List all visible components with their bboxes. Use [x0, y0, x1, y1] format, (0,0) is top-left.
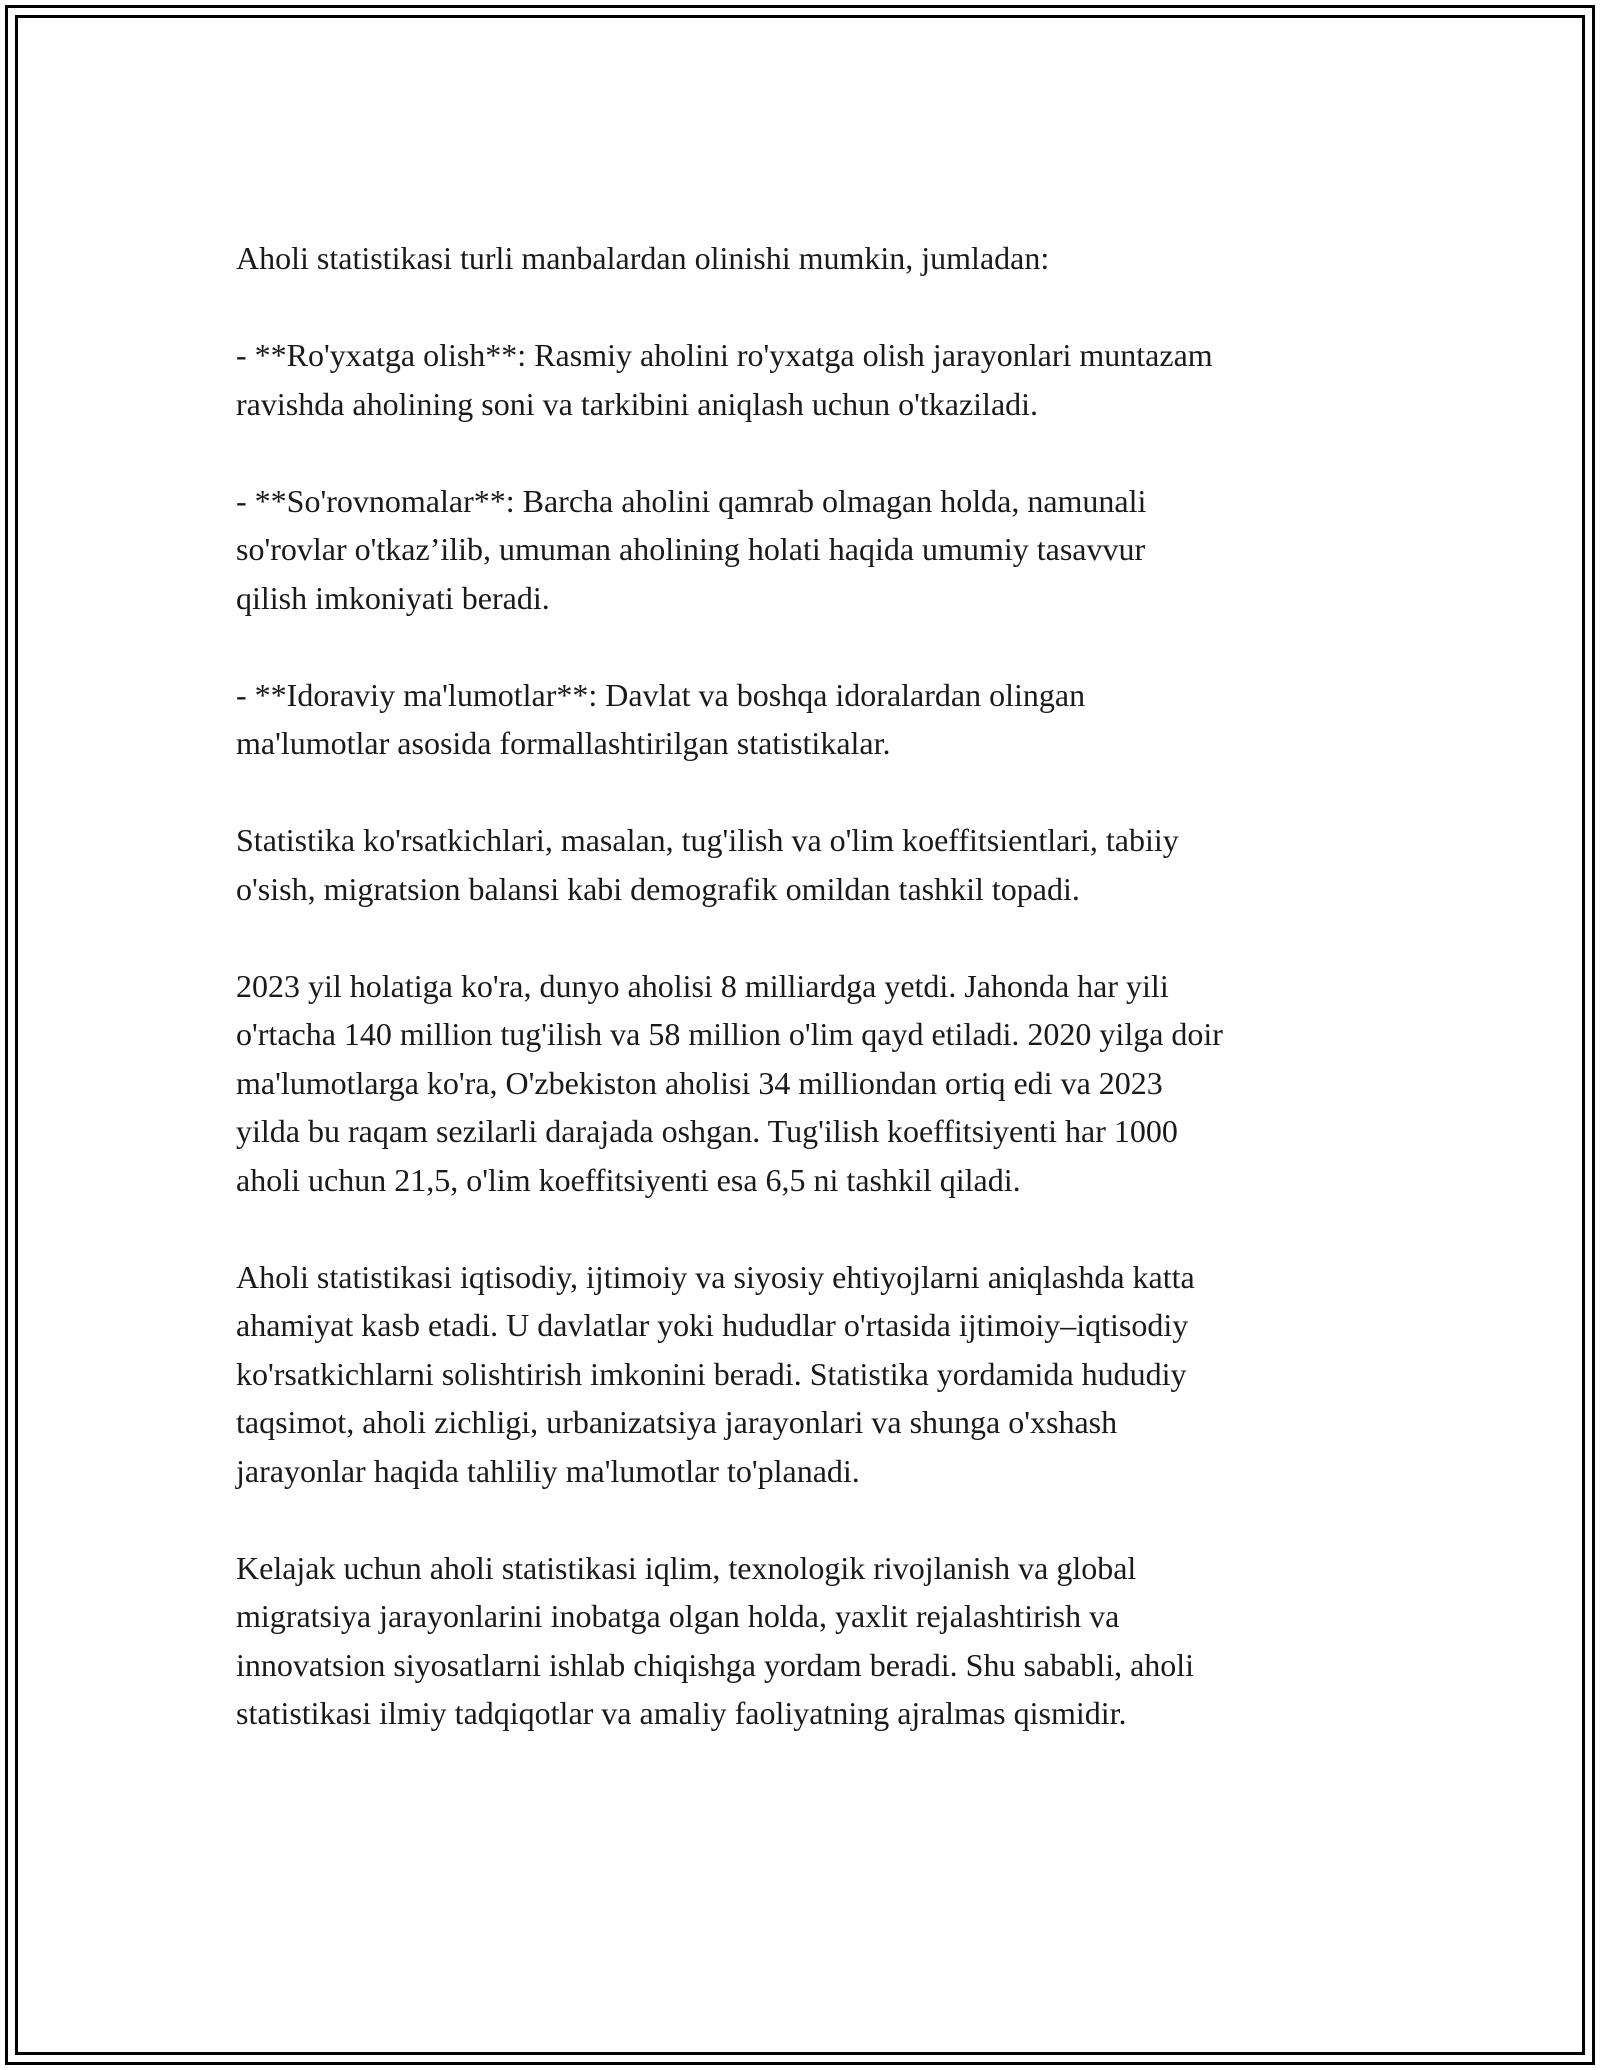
intro-paragraph: Aholi statistikasi turli manbalardan olinishi mumkin, jumladan: [236, 240, 1050, 276]
conclusion-paragraph: Kelajak uchun aholi statistikasi iqlim, texnologik rivojlanish va global migratsiya jarayonlarini inobatga olgan holda, yaxlit rejalashtirish va innovatsion siyosatlarni ishlab chiqishga yordam beradi. Shu sababli, aholi statistikasi ilmiy tadqiqotlar va amaliy faoliyatning ajralmas qismidir. [236, 1549, 1195, 1731]
list-item-census: - **Ro'yxatga olish**: Rasmiy aholini ro'yxatga olish jarayonlari muntazam ravishda aholining soni va tarkibini aniqlash uchun o'tkaziladi. [236, 337, 1213, 422]
indicators-paragraph: Statistika ko'rsatkichlari, masalan, tug'ilish va o'lim koeffitsientlari, tabiiy o'sish, migratsion balansi kabi demografik omildan tashkil topadi. [236, 822, 1179, 907]
figures-paragraph: 2023 yil holatiga ko'ra, dunyo aholisi 8 milliardga yetdi. Jahonda har yili o'rtacha 140 million tug'ilish va 58 million o'lim qayd etiladi. 2020 yilga doir ma'lumotlarga ko'ra, O'zbekiston aholisi 34 milliondan ortiq edi va 2023 yilda bu raqam sezilarli darajada oshgan. Tug'ilish koeffitsiyenti har 1000 aholi uchun 21,5, o'lim koeffitsiyenti esa 6,5 ni tashkil qiladi. [236, 967, 1223, 1198]
document-body [236, 234, 1396, 1738]
list-item-administrative-data: - **Idoraviy ma'lumotlar**: Davlat va boshqa idoralardan olingan ma'lumotlar asosida formallashtirilgan statistikalar. [236, 676, 1086, 761]
importance-paragraph: Aholi statistikasi iqtisodiy, ijtimoiy va siyosiy ehtiyojlarni aniqlashda katta ahamiyat kasb etadi. U davlatlar yoki hududlar o'rtasida ijtimoiy–iqtisodiy ko'rsatkichlarni solishtirish imkonini beradi. Statistika yordamida hududiy taqsimot, aholi zichligi, urbanizatsiya jarayonlari va shunga o'xshash jarayonlar haqida tahliliy ma'lumotlar to'planadi. [236, 1258, 1195, 1489]
list-item-surveys: - **So'rovnomalar**: Barcha aholini qamrab olmagan holda, namunali so'rovlar o'tkaz’ilib, umuman aholining holati haqida umumiy tasavvur qilish imkoniyati beradi. [236, 482, 1147, 616]
